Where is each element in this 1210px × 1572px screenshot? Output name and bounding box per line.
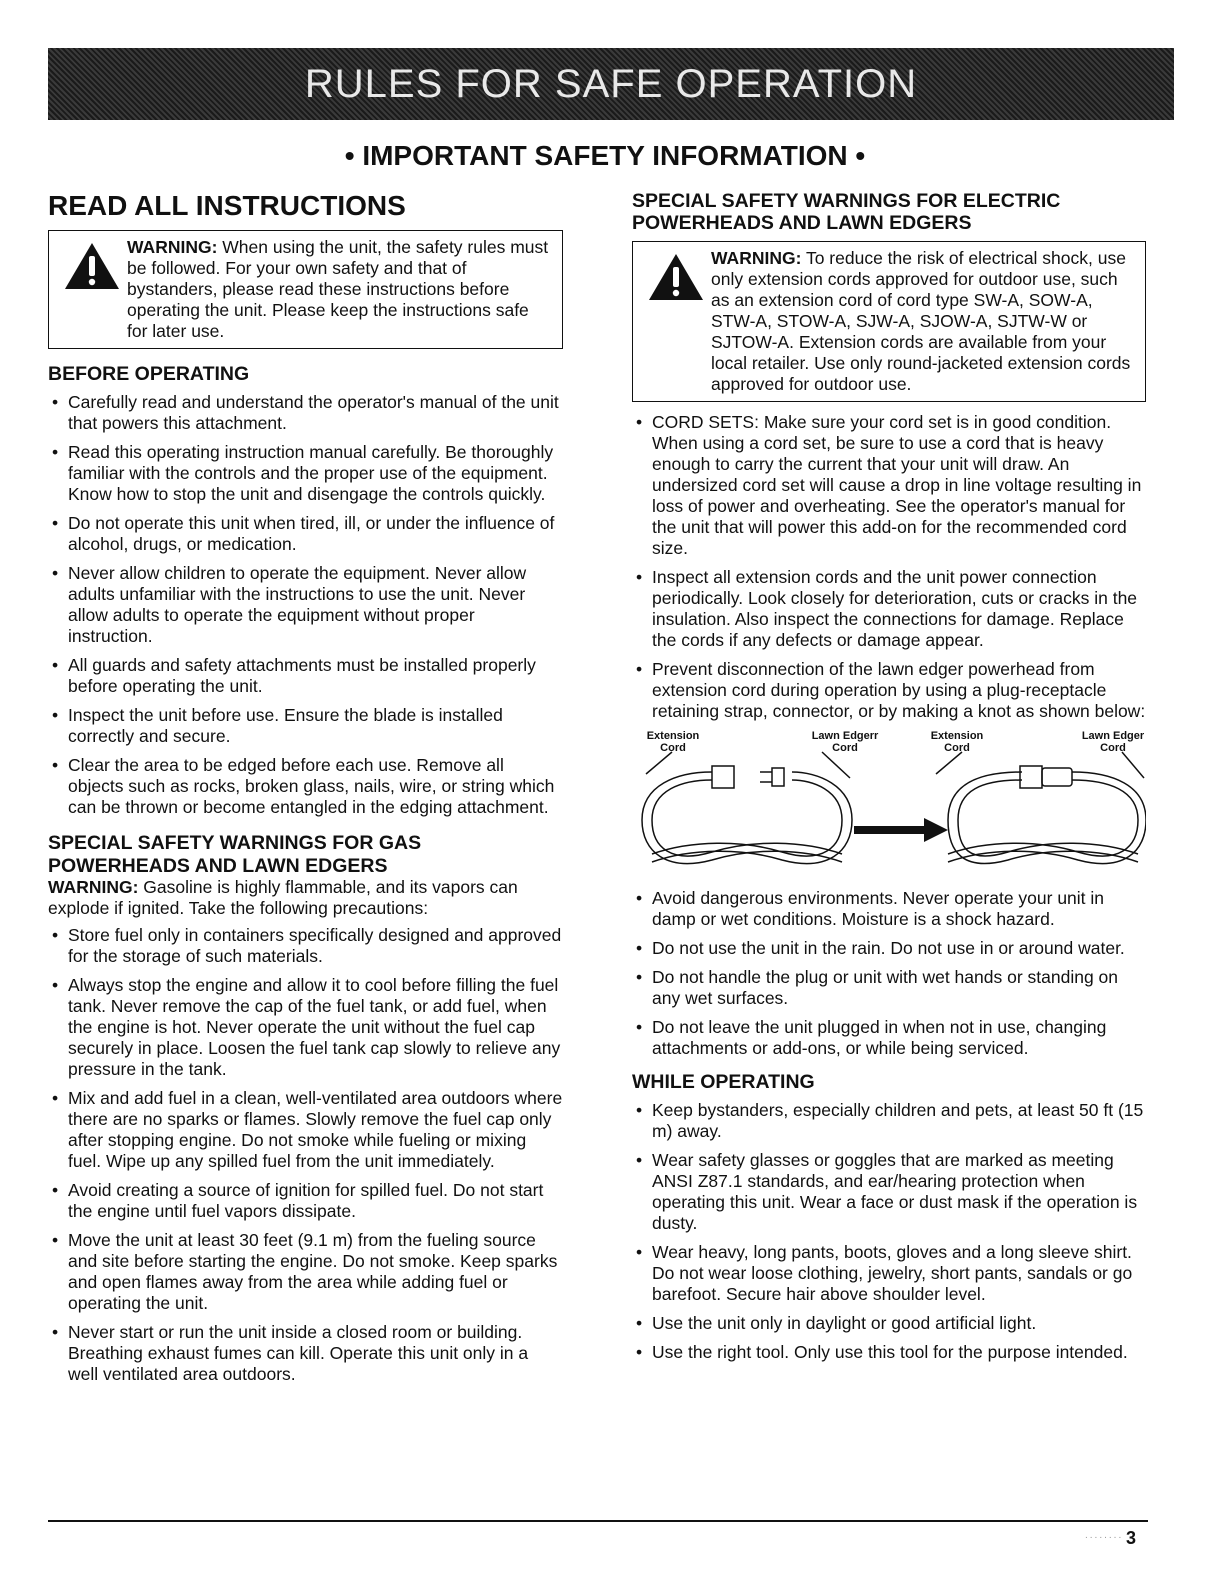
list-item: • Keep bystanders, especially children and pets, at least 50 ft (15 m) away.	[632, 1100, 1146, 1142]
list-item: • All guards and safety attachments must be installed properly before operating the unit.	[48, 655, 563, 697]
label-lawn-edger-cord-1: Lawn Edgerr Cord	[811, 729, 879, 754]
list-item: • Use the unit only in daylight or good artificial light.	[632, 1313, 1146, 1334]
list-item: • Clear the area to be edged before each use. Remove all objects such as rocks, broken glass, nails, wire, or string which can be thrown or become entangled in the edging attachment.	[48, 755, 563, 818]
general-warning-text	[127, 237, 554, 342]
list-item: • Use the right tool. Only use this tool for the purpose intended.	[632, 1342, 1146, 1363]
warning-label: WARNING:	[711, 247, 802, 268]
page-number: 3	[1126, 1528, 1137, 1548]
cord-knot-diagram	[632, 730, 1146, 870]
right-column	[632, 190, 1146, 1371]
list-item: • Do not leave the unit plugged in when not in use, changing attachments or add-ons, or while being serviced.	[632, 1017, 1146, 1059]
cord-knot-illustration	[632, 730, 1146, 870]
gas-warning-paragraph	[48, 877, 563, 919]
warning-triangle-icon	[641, 248, 711, 395]
gas-heading-line1: SPECIAL SAFETY WARNINGS FOR GAS	[48, 832, 422, 855]
left-column	[48, 190, 563, 1393]
list-item: • Store fuel only in containers specifically designed and approved for the storage of such materials.	[48, 925, 563, 967]
while-operating-list	[632, 1100, 1146, 1363]
before-operating-list	[48, 392, 563, 818]
list-item: • Always stop the engine and allow it to cool before filling the fuel tank. Never remove the cap of the fuel tank, or add fuel, when the engine is hot. Never operate the unit without the fuel cap securely in place. Loosen the fuel tank cap slowly to relieve any pressure in the tank.	[48, 975, 563, 1080]
page-subtitle: • IMPORTANT SAFETY INFORMATION •	[344, 140, 866, 171]
electric-warnings-heading	[632, 190, 1146, 235]
list-item: • Prevent disconnection of the lawn edger powerhead from extension cord during operation by using a plug-receptacle retaining strap, connector, or by making a knot as shown below:	[632, 659, 1146, 722]
footer-dots: ........	[1085, 1530, 1124, 1541]
list-item: • Do not handle the plug or unit with wet hands or standing on any wet surfaces.	[632, 967, 1146, 1009]
list-item: • CORD SETS: Make sure your cord set is in good condition. When using a cord set, be sure to use a cord that is heavy enough to carry the current that your unit will draw. An undersized cord set will cause a drop in line voltage resulting in loss of power and overheating. See the operator's manual for the unit that will power this add-on for the recommended cord size.	[632, 412, 1146, 559]
list-item: • Never start or run the unit inside a closed room or building. Breathing exhaust fumes can kill. Operate this unit only in a well ventilated area outdoors.	[48, 1322, 563, 1385]
warning-triangle-icon	[57, 237, 127, 342]
list-item: • Avoid dangerous environments. Never operate your unit in damp or wet conditions. Moisture is a shock hazard.	[632, 888, 1146, 930]
general-warning-box	[48, 230, 563, 349]
gas-warnings-list	[48, 925, 563, 1385]
list-item: • Never allow children to operate the equipment. Never allow adults unfamiliar with the instructions to use the unit. Never allow adults to operate the equipment without proper instruction.	[48, 563, 563, 647]
banner-title: RULES FOR SAFE OPERATION	[304, 61, 918, 106]
list-item: • Read this operating instruction manual carefully. Be thoroughly familiar with the controls and the proper use of the equipment. Know how to stop the unit and disengage the controls quickly.	[48, 442, 563, 505]
electric-warnings-list-a	[632, 412, 1146, 722]
list-item: • Inspect all extension cords and the unit power connection periodically. Look closely for deterioration, cuts or cracks in the insulation. Also inspect the connections for damage. Replace the cords if any defects or damage appear.	[632, 567, 1146, 651]
warning-body: To reduce the risk of electrical shock, use only extension cords approved for outdoor use, such as an extension cord of cord type SW-A, SOW-A, STW-A, STOW-A, SJW-A, SJOW-A, SJTW-W or SJTOW-A. Extension cords are available from your local retailer. Use only round-jacketed extension cords approved for outdoor use.	[711, 247, 1131, 394]
list-item: • Do not operate this unit when tired, ill, or under the influence of alcohol, drugs, or medication.	[48, 513, 563, 555]
list-item: • Mix and add fuel in a clean, well-ventilated area outdoors where there are no sparks or flames. Slowly remove the fuel cap only after stopping engine. Do not smoke while fueling or mixing fuel. Wipe up any spilled fuel from the unit immediately.	[48, 1088, 563, 1172]
list-item: • Wear heavy, long pants, boots, gloves and a long sleeve shirt. Do not wear loose clothing, jewelry, short pants, sandals or go barefoot. Secure hair above shoulder level.	[632, 1242, 1146, 1305]
list-item: • Do not use the unit in the rain. Do not use in or around water.	[632, 938, 1146, 959]
before-operating-heading: BEFORE OPERATING	[48, 363, 250, 386]
electric-warning-box	[632, 241, 1146, 402]
list-item: • Wear safety glasses or goggles that are marked as meeting ANSI Z87.1 standards, and ear/hearing protection when operating this unit. Wear a face or dust mask if the operation is dusty.	[632, 1150, 1146, 1234]
label-extension-cord-2: Extension Cord	[930, 729, 984, 754]
gas-heading-line2: POWERHEADS AND LAWN EDGERS	[48, 854, 388, 877]
gas-warning-label: WARNING:	[48, 877, 139, 898]
electric-warning-text	[711, 248, 1137, 395]
footer-rule	[48, 1520, 1148, 1522]
list-item: • Inspect the unit before use. Ensure the blade is installed correctly and secure.	[48, 705, 563, 747]
label-extension-cord-1: Extension Cord	[646, 729, 700, 754]
warning-label: WARNING:	[127, 237, 218, 258]
gas-warnings-heading	[48, 832, 563, 877]
read-all-instructions-heading: READ ALL INSTRUCTIONS	[48, 190, 406, 221]
electric-warnings-list-b	[632, 888, 1146, 1059]
warning-body: When using the unit, the safety rules must be followed. For your own safety and that of bystanders, please read these instructions before operating the unit. Please keep the instructions safe for later use.	[127, 237, 549, 342]
electric-heading-line2: POWERHEADS AND LAWN EDGERS	[632, 212, 972, 235]
list-item: • Move the unit at least 30 feet (9.1 m) from the fueling source and site before starting the engine. Do not smoke. Keep sparks and open flames away from the area while adding fuel or operating the unit.	[48, 1230, 563, 1314]
list-item: • Avoid creating a source of ignition for spilled fuel. Do not start the engine until fuel vapors dissipate.	[48, 1180, 563, 1222]
gas-warning-text: Gasoline is highly flammable, and its vapors can explode if ignited. Take the following precautions:	[48, 877, 518, 919]
while-operating-heading: WHILE OPERATING	[632, 1070, 815, 1093]
label-lawn-edger-cord-2: Lawn Edger Cord	[1081, 729, 1145, 754]
page-banner	[48, 48, 1174, 120]
electric-heading-line1: SPECIAL SAFETY WARNINGS FOR ELECTRIC	[632, 190, 1061, 212]
list-item: • Carefully read and understand the operator's manual of the unit that powers this attachment.	[48, 392, 563, 434]
